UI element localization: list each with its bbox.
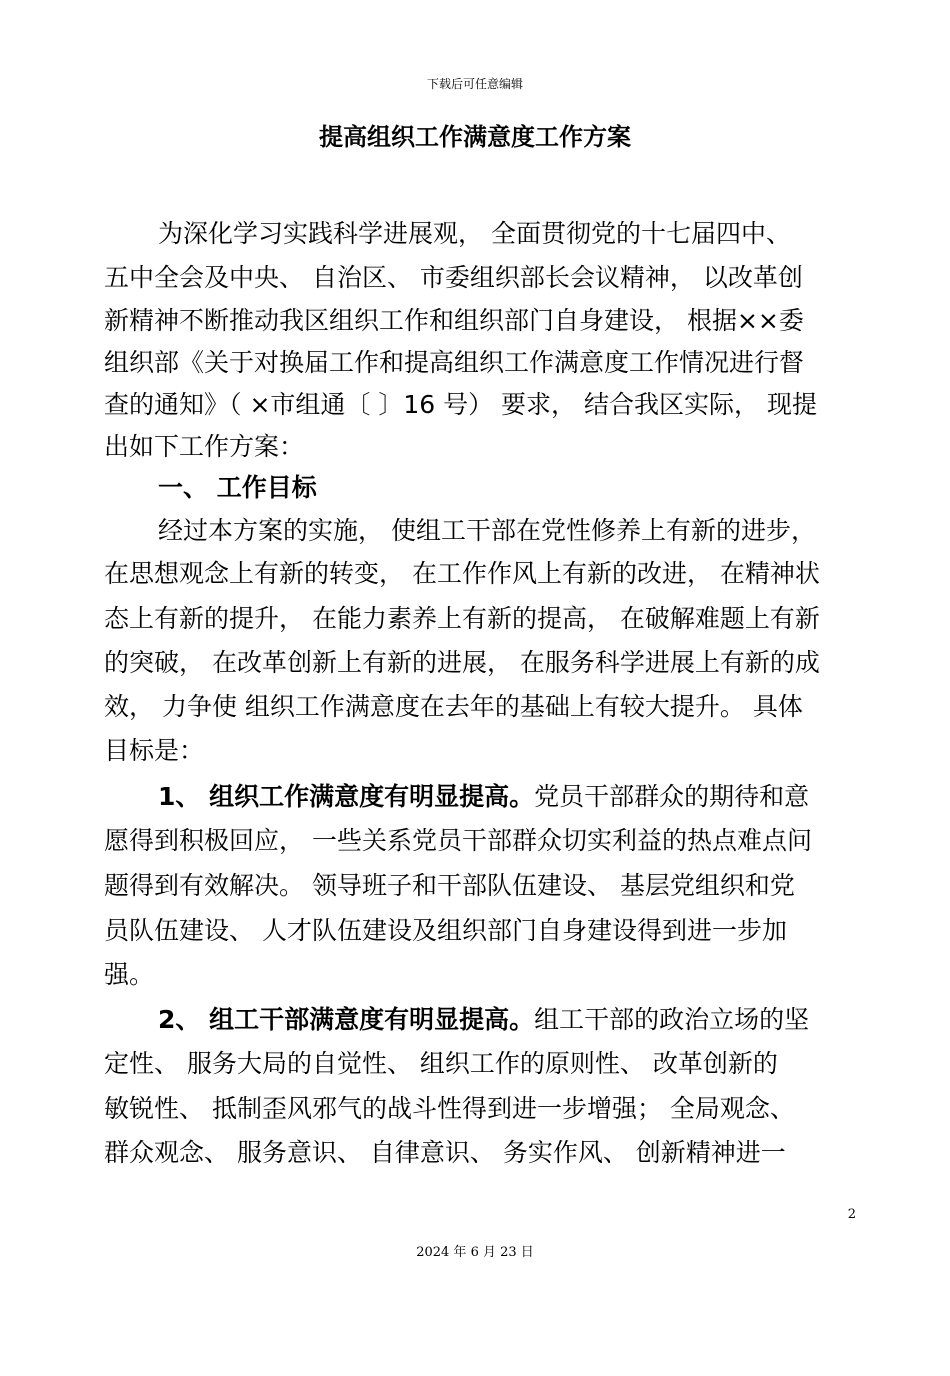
- list-item-lead: 2、 组工干部满意度有明显提高。: [158, 1005, 535, 1034]
- paragraph-line: 群众观念、 服务意识、 自律意识、 务实作风、 创新精神进一: [104, 1138, 786, 1167]
- document-title: 提高组织工作满意度工作方案: [319, 123, 631, 151]
- paragraph-line: 敏锐性、 抵制歪风邪气的战斗性得到进一步增强； 全局观念、: [104, 1094, 795, 1123]
- footer-date: 2024 年 6 月 23 日: [416, 1245, 534, 1260]
- paragraph-line: 查的通知》（ ×市组通〔 〕16 号） 要求， 结合我区实际， 现提: [104, 390, 817, 419]
- paragraph-line: 五中全会及中央、 自治区、 市委组织部长会议精神， 以改革创: [104, 263, 803, 292]
- paragraph-line: 目标是：: [104, 736, 205, 765]
- paragraph-line: 愿得到积极回应， 一些关系党员干部群众切实利益的热点难点问: [104, 826, 812, 855]
- page-number: 2: [847, 1207, 856, 1222]
- list-item-first-line: [158, 998, 809, 1042]
- paragraph-line: 员队伍建设、 人才队伍建设及组织部门自身建设得到进一步加: [104, 916, 787, 945]
- section-heading: 一、 工作目标: [158, 473, 317, 502]
- paragraph-line: 组织部《关于对换届工作和提高组织工作满意度工作情况进行督: [104, 348, 805, 377]
- paragraph-line: 为深化学习实践科学进展观， 全面贯彻党的十七届四中、: [158, 219, 791, 248]
- paragraph-line: 出如下工作方案：: [104, 432, 305, 461]
- list-item-text: 组工干部的政治立场的坚: [534, 1005, 810, 1034]
- paragraph-line: 经过本方案的实施， 使组工干部在党性修养上有新的进步，: [158, 516, 816, 545]
- paragraph-line: 态上有新的提升， 在能力素养上有新的提高， 在破解难题上有新: [104, 604, 820, 633]
- paragraph-line: 定性、 服务大局的自觉性、 组织工作的原则性、 改革创新的: [104, 1049, 778, 1078]
- paragraph-line: 的突破， 在改革创新上有新的进展， 在服务科学进展上有新的成: [104, 648, 820, 677]
- paragraph-line: 在思想观念上有新的转变， 在工作作风上有新的改进， 在精神状: [104, 559, 820, 588]
- list-item-first-line: [158, 775, 809, 819]
- list-item-lead: 1、 组织工作满意度有明显提高。: [158, 782, 535, 811]
- header-note: 下载后可任意编辑: [426, 77, 523, 91]
- paragraph-line: 强。: [104, 960, 155, 989]
- list-item-text: 党员干部群众的期待和意: [534, 782, 810, 811]
- paragraph-line: 题得到有效解决。 领导班子和干部队伍建设、 基层党组织和党: [104, 871, 795, 900]
- paragraph-line: 效， 力争使 组织工作满意度在去年的基础上有较大提升。 具体: [104, 692, 803, 721]
- paragraph-line: 新精神不断推动我区组织工作和组织部门自身建设， 根据××委: [104, 306, 804, 335]
